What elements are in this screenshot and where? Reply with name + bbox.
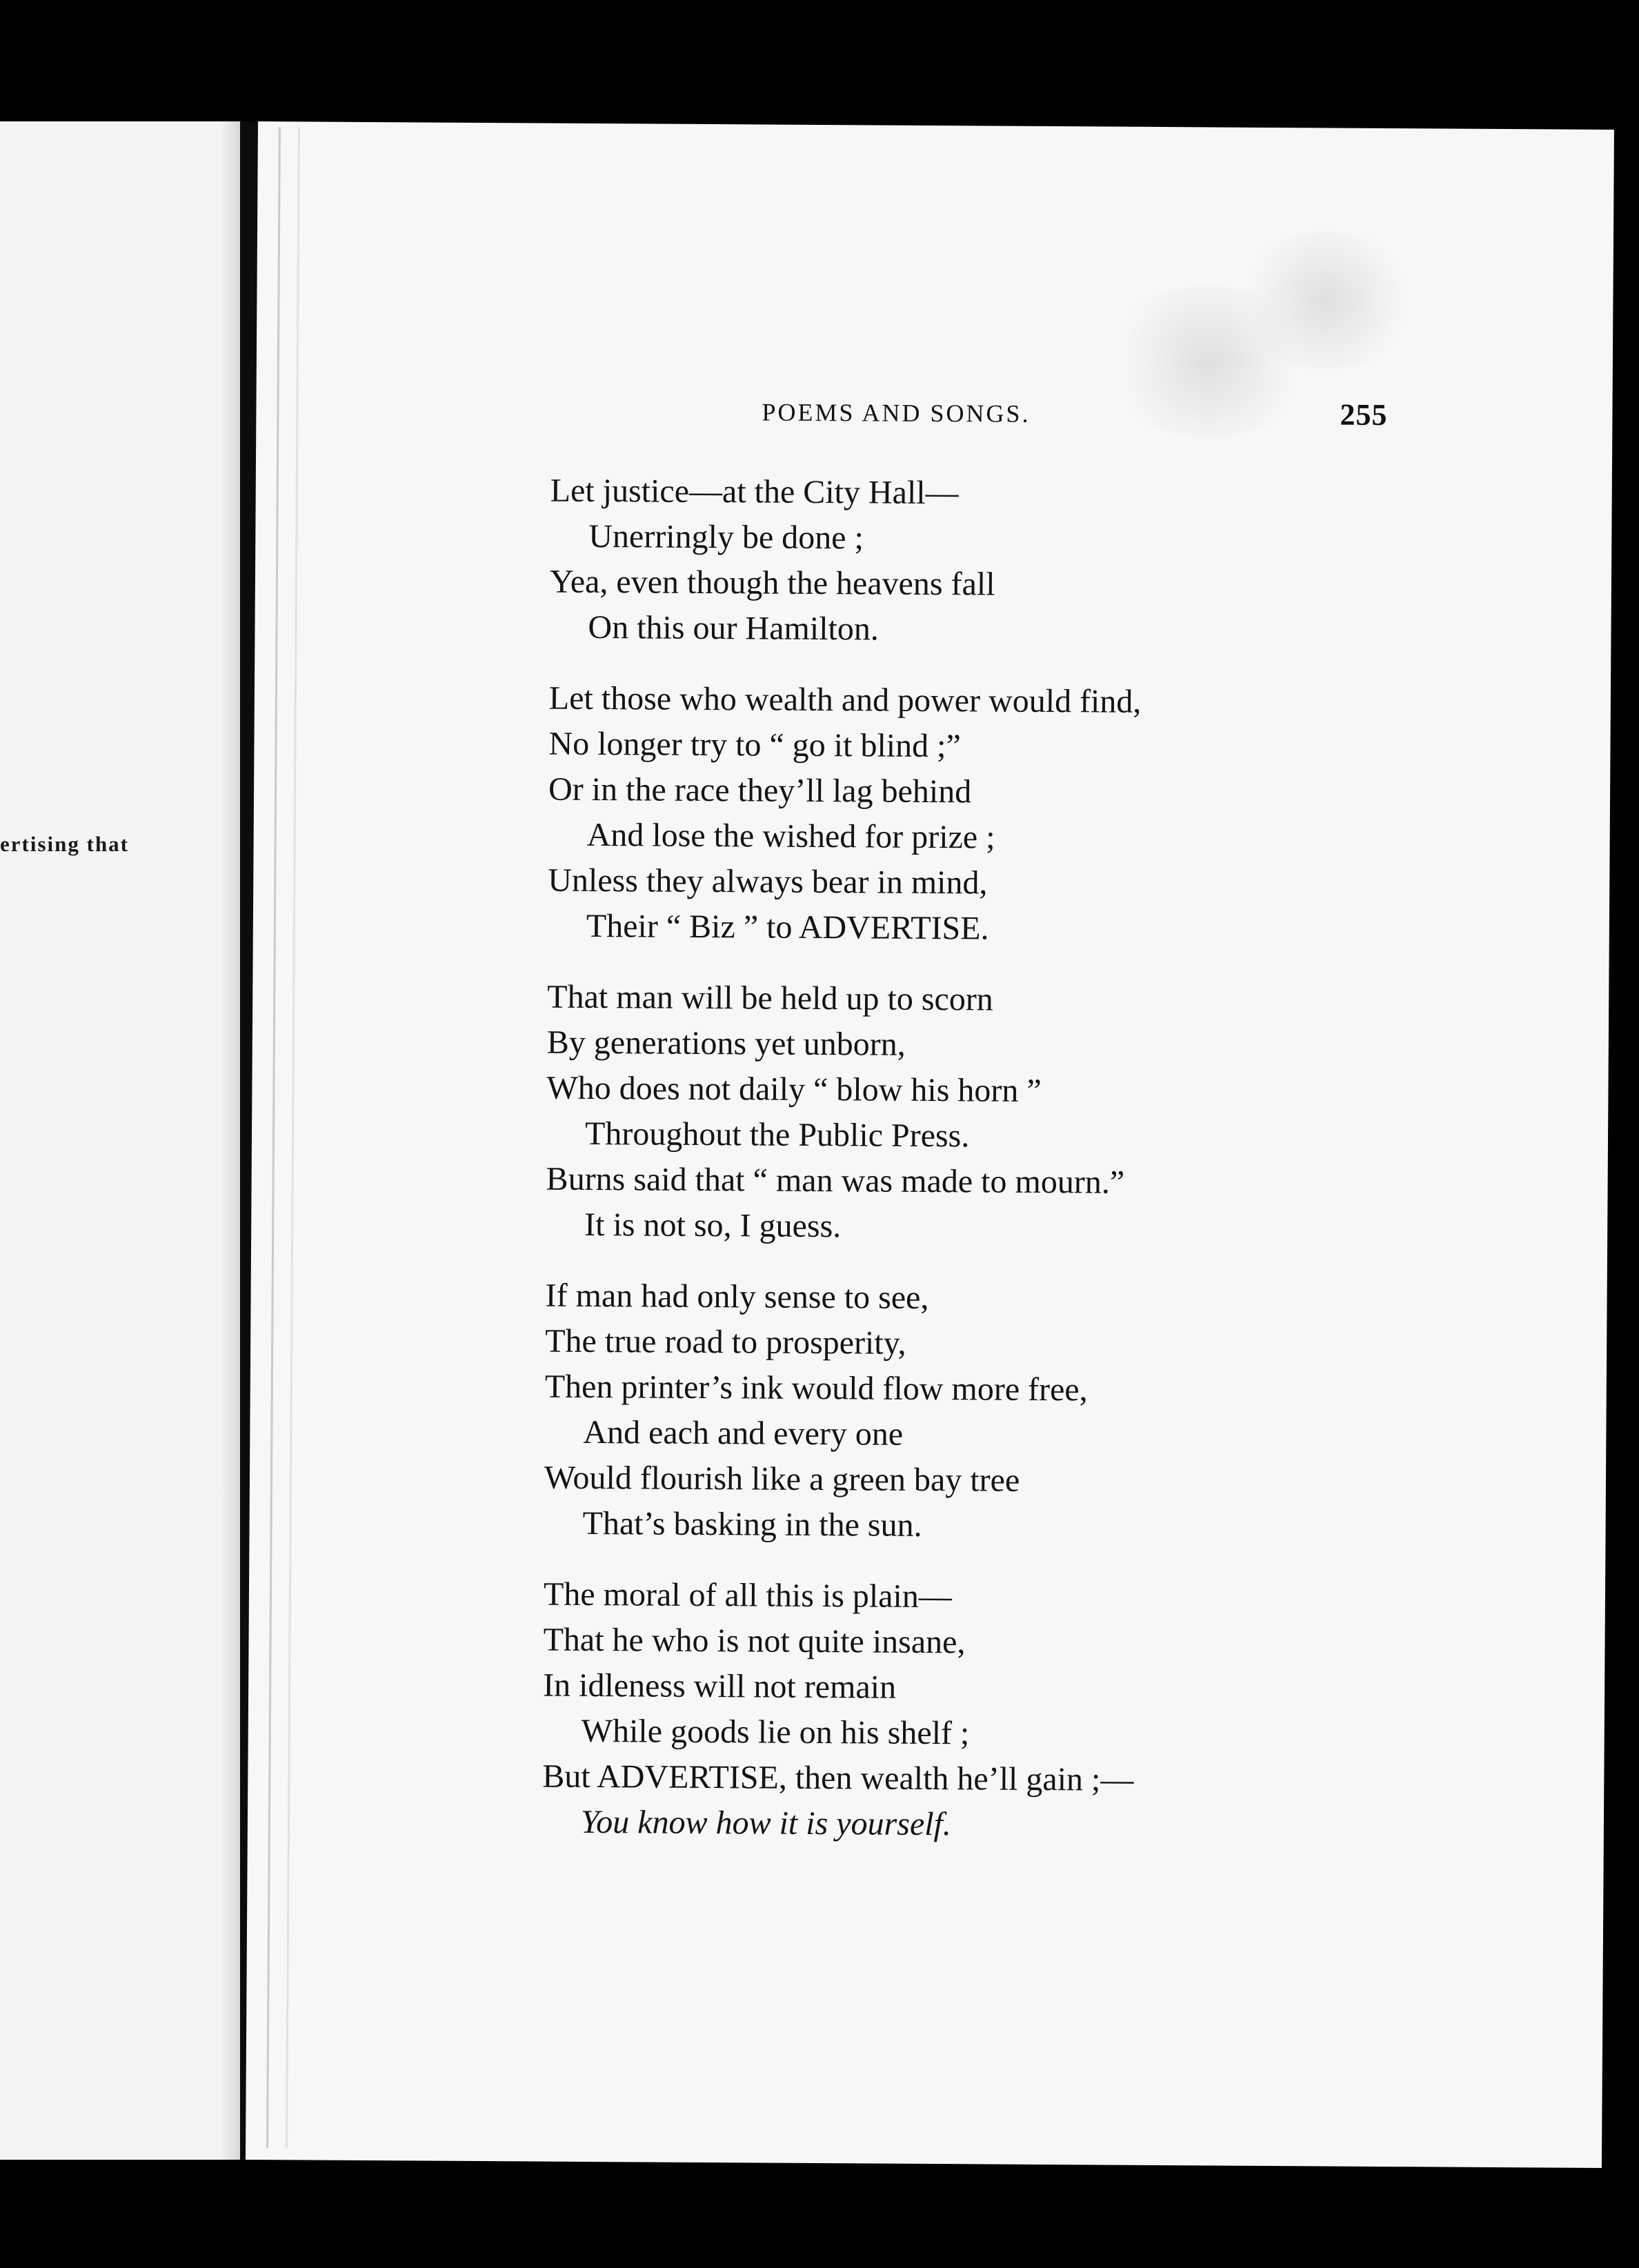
poem-line: Burns said that “ man was made to mourn.” xyxy=(546,1160,1125,1201)
page-edge-line xyxy=(266,127,281,2148)
paper-stain xyxy=(1236,231,1416,370)
poem-line: Who does not daily “ blow his horn ” xyxy=(546,1069,1042,1109)
poem-line: No longer try to “ go it blind ;” xyxy=(548,725,961,765)
poem-line: Throughout the Public Press. xyxy=(584,1115,970,1155)
poem-line: And each and every one xyxy=(583,1413,904,1453)
poem-line: And lose the wished for prize ; xyxy=(586,816,995,856)
stanza xyxy=(546,975,1375,1253)
poem-line: Unerringly be done ; xyxy=(588,517,864,557)
poem-line: It is not so, I guess. xyxy=(584,1206,842,1245)
poem-line: Then printer’s ink would flow more free, xyxy=(544,1368,1088,1409)
poem-line: But ADVERTISE, then wealth he’ll gain ;— xyxy=(542,1758,1134,1798)
poem-line: Or in the race they’ll lag behind xyxy=(548,770,972,810)
left-facing-page xyxy=(0,121,240,2160)
poem-line: Their “ Biz ” to ADVERTISE. xyxy=(586,907,989,947)
poem-line: That man will be held up to scorn xyxy=(547,978,993,1018)
poem-line: Let those who wealth and power would find, xyxy=(548,679,1142,720)
poem-line: While goods lie on his shelf ; xyxy=(581,1712,970,1752)
poem-line: On this our Hamilton. xyxy=(588,608,879,648)
poem-line: You know how it is yourself. xyxy=(580,1803,952,1843)
right-page xyxy=(246,121,1614,2168)
running-head: POEMS AND SONGS. xyxy=(762,398,1031,428)
stanza xyxy=(549,468,1378,655)
poem-line: That’s basking in the sun. xyxy=(582,1504,922,1544)
poem-line: If man had only sense to see, xyxy=(545,1277,929,1316)
gutter-shadow xyxy=(219,121,240,2160)
page-edge-line-inner xyxy=(286,127,300,2148)
stanza xyxy=(544,1273,1373,1551)
page-number: 255 xyxy=(1340,397,1388,432)
poem-line: That he who is not quite insane, xyxy=(543,1621,966,1661)
poem-line: The true road to prosperity, xyxy=(545,1322,906,1362)
poem-line: In idleness will not remain xyxy=(542,1667,897,1706)
poem-line: The moral of all this is plain— xyxy=(543,1575,953,1615)
poem-line: By generations yet unborn, xyxy=(546,1024,906,1063)
poem-line: Unless they always bear in mind, xyxy=(548,862,988,902)
poem-line: Yea, even though the heavens fall xyxy=(549,563,995,603)
poem-line: Let justice—at the City Hall— xyxy=(550,472,959,512)
poem-line: Would flourish like a green bay tree xyxy=(544,1459,1020,1499)
left-page-text-fragment: ertising that xyxy=(0,832,130,856)
stanza xyxy=(548,676,1377,954)
poem xyxy=(542,468,1378,1876)
stanza xyxy=(542,1572,1371,1850)
